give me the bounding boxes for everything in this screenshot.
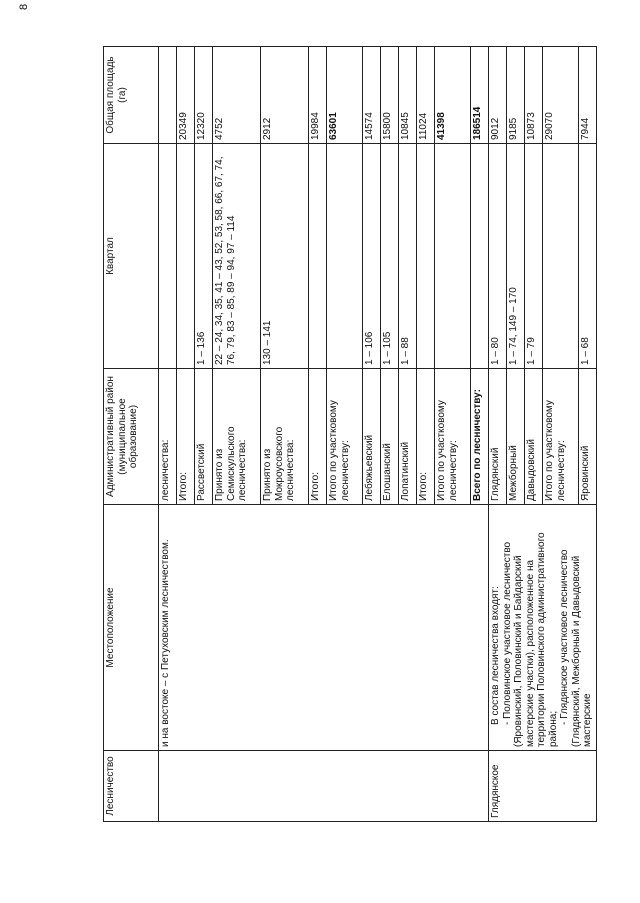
rayon-cell: Итого: [177, 369, 195, 505]
rayon-cell: Глядянский [489, 369, 507, 505]
rayon-cell: Лопатинский [399, 369, 417, 505]
area-cell: 2912 [261, 47, 309, 144]
area-cell: 14574 [363, 47, 381, 144]
rayon-cell: Принято из Семискульского лесничества: [213, 369, 261, 505]
rayon-cell: Итого по участковому лесничеству: [543, 369, 579, 505]
rayon-cell: Итого: [417, 369, 435, 505]
kvartal-cell: 1 – 106 [363, 144, 381, 369]
table-row [489, 47, 507, 822]
rayon-cell: Итого: [309, 369, 327, 505]
rayon-cell: Принято из Мокроусовского лесничества: [261, 369, 309, 505]
rayon-cell: Межборный [507, 369, 525, 505]
kvartal-cell [435, 144, 471, 369]
rayon-cell: Елошанский [381, 369, 399, 505]
location-description [489, 505, 597, 751]
desc-item-1: - Половинское участковое лесничество (Яровинский, Половинский и Байдарский мастерские участки), расположенное на территории Половинского административного района; [501, 532, 559, 747]
kvartal-cell [309, 144, 327, 369]
header-lesnichestvo: Лесничество [104, 751, 159, 822]
rayon-cell: Итого по участковому лесничеству: [327, 369, 363, 505]
header-kvartal: Квартал [104, 144, 159, 369]
desc-intro: В состав лесничества входят: [490, 586, 501, 725]
page-number: 8 [18, 3, 30, 10]
header-row [104, 47, 159, 822]
rayon-cell: Яровинский [579, 369, 597, 505]
kvartal-cell: 1 – 79 [525, 144, 543, 369]
area-cell: 19984 [309, 47, 327, 144]
desc-item-2: - Глядянское участковое лесничество (Глядянский, Межборный и Давыдовский мастерские [559, 549, 593, 747]
kvartal-cell [159, 144, 177, 369]
kvartal-cell [543, 144, 579, 369]
header-mestopolozhenie: Местоположение [104, 505, 159, 751]
rayon-cell-total: Всего по лесничеству: [471, 369, 489, 505]
area-cell: 11024 [417, 47, 435, 144]
forestry-table [103, 46, 597, 822]
rotated-table-wrapper [103, 46, 593, 822]
header-rayon: Административный район (муниципальное образование) [104, 369, 159, 505]
kvartal-cell: 1 – 80 [489, 144, 507, 369]
rayon-cell: Рассветский [195, 369, 213, 505]
kvartal-cell [327, 144, 363, 369]
area-cell: 10873 [525, 47, 543, 144]
kvartal-cell: 1 – 105 [381, 144, 399, 369]
area-cell: 29070 [543, 47, 579, 144]
header-ploshchad: Общая площадь (га) [104, 47, 159, 144]
area-cell [159, 47, 177, 144]
area-cell: 7944 [579, 47, 597, 144]
lesnichestvo-cell-prev [159, 751, 489, 822]
kvartal-cell: 1 – 68 [579, 144, 597, 369]
rayon-cell: Давыдовский [525, 369, 543, 505]
area-cell: 10845 [399, 47, 417, 144]
area-cell-total: 186514 [471, 47, 489, 144]
kvartal-cell [417, 144, 435, 369]
area-cell: 9185 [507, 47, 525, 144]
area-cell: 4752 [213, 47, 261, 144]
kvartal-cell: 1 – 74, 149 – 170 [507, 144, 525, 369]
kvartal-cell: 130 – 141 [261, 144, 309, 369]
kvartal-cell [177, 144, 195, 369]
area-cell: 9012 [489, 47, 507, 144]
area-cell: 63601 [327, 47, 363, 144]
kvartal-cell: 1 – 136 [195, 144, 213, 369]
kvartal-cell: 1 – 88 [399, 144, 417, 369]
rayon-cell: лесничества: [159, 369, 177, 505]
area-cell: 15800 [381, 47, 399, 144]
area-cell: 20349 [177, 47, 195, 144]
kvartal-cell: 22 – 24, 34, 35, 41 – 43, 52, 53, 58, 66, 67, 74, 76, 79, 83 – 85, 89 – 94, 97 – 114 [213, 144, 261, 369]
rayon-cell: Лебяжьевский [363, 369, 381, 505]
kvartal-cell [471, 144, 489, 369]
rayon-cell: Итого по участковому лесничеству: [435, 369, 471, 505]
lesnichestvo-name: Глядянское [489, 751, 597, 822]
area-cell: 41398 [435, 47, 471, 144]
table-row [159, 47, 177, 822]
location-cell-prev: и на востоке – с Петуховским лесничеством. [159, 505, 489, 751]
area-cell: 12320 [195, 47, 213, 144]
